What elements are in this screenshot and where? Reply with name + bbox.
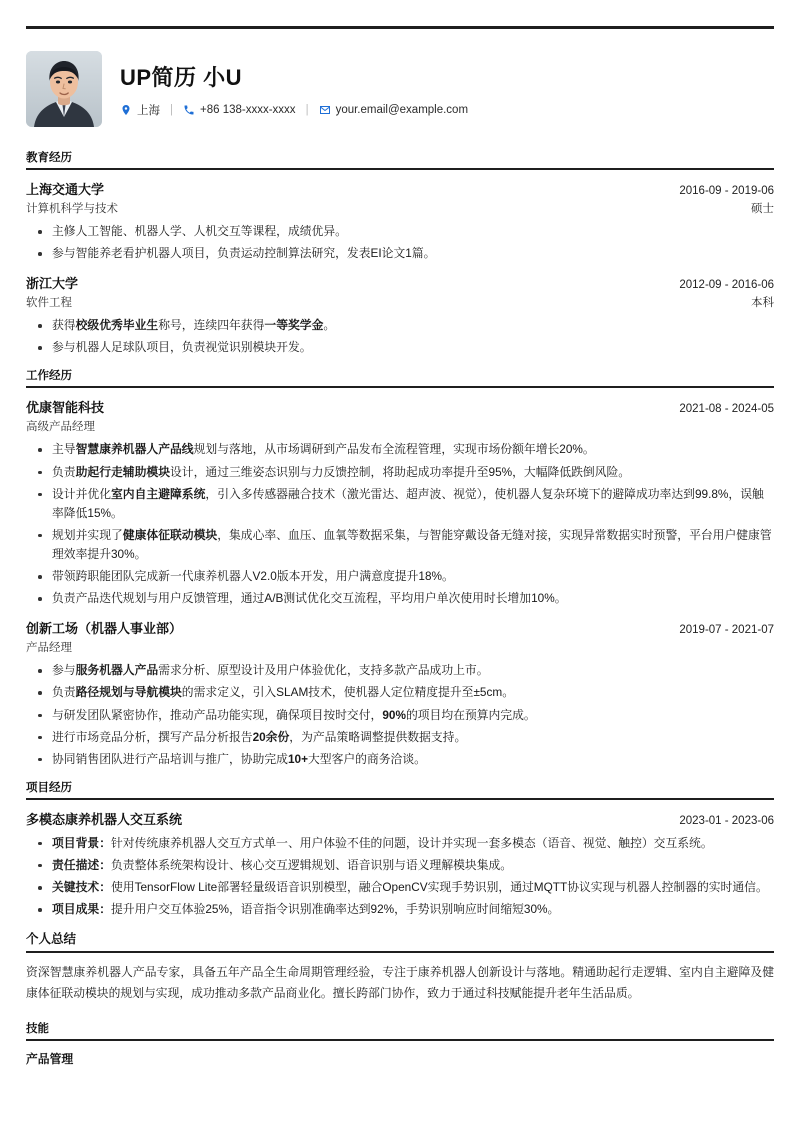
bullet-item: 参与服务机器人产品需求分析、原型设计及用户体验优化，支持多款产品成功上市。 bbox=[26, 661, 774, 680]
bullet-item: 责任描述：负责整体系统架构设计、核心交互逻辑规划、语音识别与语义理解模块集成。 bbox=[26, 856, 774, 875]
phone-icon bbox=[183, 104, 195, 116]
section-rule-project bbox=[26, 798, 774, 800]
entry-subtitle-row bbox=[26, 418, 774, 434]
entry-title: 创新工场（机器人事业部） bbox=[26, 621, 183, 637]
section-rule-work bbox=[26, 386, 774, 388]
bullet-item: 主修人工智能、机器人学、人机交互等课程，成绩优异。 bbox=[26, 222, 774, 241]
bullet-list bbox=[26, 440, 774, 608]
bullet-item: 参与机器人足球队项目，负责视觉识别模块开发。 bbox=[26, 338, 774, 357]
bullet-item: 项目背景：针对传统康养机器人交互方式单一、用户体验不佳的问题，设计并实现一套多模态（语音、视觉、触控）交互系统。 bbox=[26, 834, 774, 853]
entry-date: 2012-09 - 2016-06 bbox=[679, 279, 774, 292]
entry-date: 2019-07 - 2021-07 bbox=[679, 624, 774, 637]
bullet-list bbox=[26, 661, 774, 769]
bullet-item: 带领跨职能团队完成新一代康养机器人V2.0版本开发，用户满意度提升18%。 bbox=[26, 567, 774, 586]
contact-location bbox=[120, 102, 160, 118]
contact-location-text: 上海 bbox=[137, 104, 160, 117]
section-rule-education bbox=[26, 168, 774, 170]
entry-subtitle: 计算机科学与技术 bbox=[26, 203, 118, 215]
resume-header bbox=[26, 51, 774, 141]
bullet-item: 项目成果：提升用户交互体验25%，语音指令识别准确率达到92%，手势识别响应时间缩短30%。 bbox=[26, 900, 774, 919]
page-top-rule bbox=[26, 26, 774, 29]
entry-head bbox=[26, 809, 774, 828]
entry bbox=[26, 809, 774, 919]
section-summary bbox=[26, 929, 774, 1003]
entry bbox=[26, 273, 774, 357]
contact-phone-text: +86 138-xxxx-xxxx bbox=[200, 103, 296, 116]
entry-date: 2021-08 - 2024-05 bbox=[679, 403, 774, 416]
section-work bbox=[26, 367, 774, 768]
contact-separator-1: | bbox=[170, 103, 173, 116]
entry-date: 2023-01 - 2023-06 bbox=[679, 814, 774, 827]
entry-head bbox=[26, 618, 774, 637]
bullet-item: 负责产品迭代规划与用户反馈管理，通过A/B测试优化交互流程，平均用户单次使用时长增加10%。 bbox=[26, 589, 774, 608]
entry-subtitle: 产品经理 bbox=[26, 642, 72, 655]
contact-phone bbox=[183, 104, 296, 116]
entry-title: 浙江大学 bbox=[26, 276, 79, 292]
entry-subtitle: 软件工程 bbox=[26, 297, 72, 310]
summary-rule bbox=[26, 951, 774, 953]
skill-item-first: 产品管理 bbox=[26, 1051, 74, 1066]
bullet-item: 协同销售团队进行产品培训与推广，协助完成10+大型客户的商务洽谈。 bbox=[26, 750, 774, 769]
section-project bbox=[26, 779, 774, 919]
header-main bbox=[120, 61, 774, 118]
bullet-list bbox=[26, 834, 774, 919]
bullet-item: 与研发团队紧密协作，推动产品功能实现，确保项目按时交付，90%的项目均在预算内完成。 bbox=[26, 706, 774, 725]
section-title-project: 项目经历 bbox=[26, 781, 72, 794]
bullet-item: 规划并实现了健康体征联动模块，集成心率、血压、血氧等数据采集，与智能穿戴设备无缝对接，实现异常数据实时预警，平台用户健康管理效率提升30%。 bbox=[26, 526, 774, 564]
bullet-item: 主导智慧康养机器人产品线规划与落地，从市场调研到产品发布全流程管理，实现市场份额年增长20%。 bbox=[26, 440, 774, 459]
summary-title: 个人总结 bbox=[26, 932, 77, 947]
bullet-item: 负责助起行走辅助模块设计，通过三维姿态识别与力反馈控制，将助起成功率提升至95%，大幅降低跌倒风险。 bbox=[26, 463, 774, 482]
contact-separator-2: | bbox=[305, 103, 309, 116]
contact-row bbox=[120, 102, 774, 118]
section-title-work: 工作经历 bbox=[26, 370, 72, 383]
contact-email bbox=[319, 104, 468, 116]
entry-subtitle: 高级产品经理 bbox=[26, 421, 95, 434]
entry-degree: 硕士 bbox=[751, 203, 774, 215]
location-pin-icon bbox=[120, 104, 132, 116]
entry bbox=[26, 179, 774, 263]
bullet-item: 获得校级优秀毕业生称号，连续四年获得一等奖学金。 bbox=[26, 316, 774, 335]
summary-text: 资深智慧康养机器人产品专家，具备五年产品全生命周期管理经验，专注于康养机器人创新设计与落地。精通助起行走逻辑、室内自主避障及健康体征联动模块的规划与实现，成功推动多款产品商业化。擅长跨部门协作，致力于通过科技赋能提升老年生活品质。 bbox=[26, 965, 774, 1000]
entry-title: 多模态康养机器人交互系统 bbox=[26, 811, 183, 827]
entry-title: 优康智能科技 bbox=[26, 400, 105, 416]
bullet-item: 参与智能养老看护机器人项目，负责运动控制算法研究，发表EI论文1篇。 bbox=[26, 244, 774, 263]
section-education bbox=[26, 149, 774, 357]
entry-head bbox=[26, 397, 774, 416]
entry-subtitle-row bbox=[26, 639, 774, 655]
contact-email-text: your.email@example.com bbox=[335, 103, 469, 116]
bullet-item: 设计并优化室内自主避障系统，引入多传感器融合技术（激光雷达、超声波、视觉），使机器人复杂环境下的避障成功率达到99.8%，误触率降低15%。 bbox=[26, 485, 774, 523]
skills-rule bbox=[26, 1039, 774, 1041]
bullet-item: 进行市场竞品分析，撰写产品分析报告20余份，为产品策略调整提供数据支持。 bbox=[26, 728, 774, 747]
entry-title: 上海交通大学 bbox=[26, 182, 105, 197]
email-icon bbox=[319, 104, 331, 116]
entry-subtitle-row bbox=[26, 200, 774, 216]
entry-subtitle-row bbox=[26, 294, 774, 310]
avatar bbox=[26, 51, 102, 127]
bullet-item: 负责路径规划与导航模块的需求定义，引入SLAM技术，使机器人定位精度提升至±5cm。 bbox=[26, 683, 774, 702]
entry bbox=[26, 618, 774, 769]
bullet-list bbox=[26, 316, 774, 357]
bullet-list bbox=[26, 222, 774, 263]
section-title-education: 教育经历 bbox=[26, 152, 72, 164]
entry-date: 2016-09 - 2019-06 bbox=[679, 185, 774, 197]
skills-title: 技能 bbox=[26, 1022, 49, 1035]
entry-head bbox=[26, 273, 774, 292]
entry-degree: 本科 bbox=[751, 297, 774, 310]
entry-head bbox=[26, 179, 774, 198]
candidate-name: UP简历 小U bbox=[120, 64, 243, 90]
resume-sections bbox=[26, 149, 774, 919]
entry bbox=[26, 397, 774, 608]
section-skills bbox=[26, 1020, 774, 1067]
bullet-item: 关键技术：使用TensorFlow Lite部署轻量级语音识别模型，融合OpenCV实现手势识别，通过MQTT协议实现与机器人控制器的实时通信。 bbox=[26, 878, 774, 897]
